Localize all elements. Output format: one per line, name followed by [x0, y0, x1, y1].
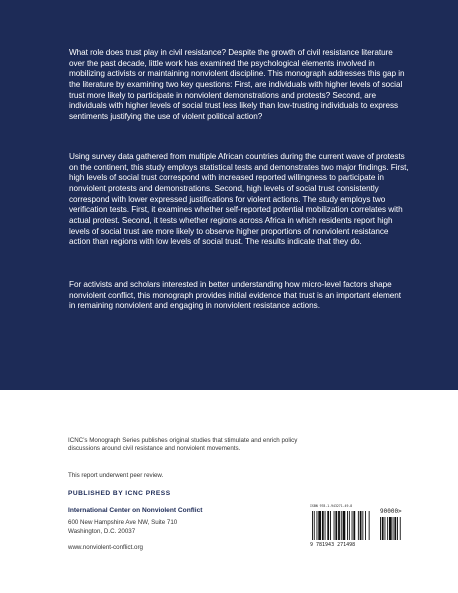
website-link[interactable]: www.nonviolent-conflict.org	[68, 544, 143, 551]
conclusion-paragraph: For activists and scholars interested in better understanding how micro-level factors shape nonviolent conflict, this monograph provides initial evidence that trust is an important element in remaining nonviolent and engaging in nonviolent resistance actions.	[69, 280, 401, 311]
published-by-heading: PUBLISHED BY ICNC PRESS	[68, 490, 171, 497]
publisher-footer	[0, 390, 458, 593]
intro-paragraph: What role does trust play in civil resistance? Despite the growth of civil resistance literature over the past decade, little work has examined the psychological elements involved in mobilizing activists or maintaining nonviolent discipline. This monograph addresses this gap in the literature by examining two key questions: First, are individuals with higher levels of social trust more likely to participate in nonviolent demonstrations and protests? Second, are individuals with higher levels of social trust less likely than low-trusting individuals to express sentiments justifying the use of violent political action?	[69, 48, 405, 121]
address-line-1: 600 New Hampshire Ave NW, Suite 710	[68, 519, 178, 526]
isbn-label: ISBN 978-1-943271-49-8	[310, 504, 353, 508]
organization-name: International Center on Nonviolent Conflict	[68, 507, 203, 514]
series-note: ICNC’s Monograph Series publishes original studies that stimulate and enrich policy discussions around civil resistance and nonviolent movements.	[68, 437, 298, 453]
peer-review-note: This report underwent peer review.	[68, 472, 164, 479]
barcode-bars	[310, 511, 410, 542]
isbn-barcode	[310, 504, 410, 550]
price-addon: 90000>	[380, 508, 402, 515]
barcode-digits: 9 781943 271498	[310, 542, 356, 548]
findings-paragraph: Using survey data gathered from multiple African countries during the current wave of protests on the continent, this study employs statistical tests and demonstrates two major findings. First, high levels of social trust correspond with increased reported willingness to participate in nonviolent protests and demonstrations. Second, high levels of social trust consistently correspond with lower expressed justifications for violent actions. The study employs two verification tests. First, it examines whether self-reported potential mobilization correlates with actual protest. Second, it tests whether regions across Africa in which residents report high levels of social trust are more likely to observe higher proportions of nonviolent resistance action than regions with low levels of social trust. The results indicate that they do.	[69, 152, 409, 247]
address-line-2: Washington, D.C. 20037	[68, 528, 136, 535]
